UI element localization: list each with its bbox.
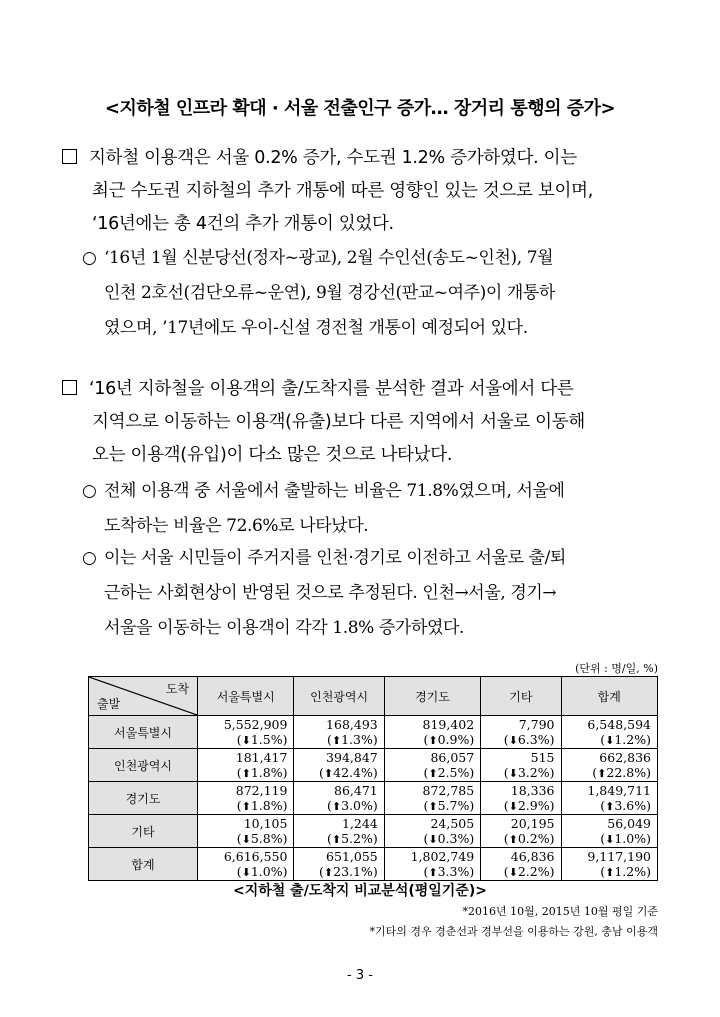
cell-value: 662,836 — [599, 749, 651, 765]
table-row — [89, 848, 658, 881]
table-cell — [294, 815, 384, 848]
table-cell — [481, 782, 561, 815]
table-cell — [561, 782, 658, 815]
cell-value: 86,057 — [430, 749, 475, 765]
column-header: 경기도 — [384, 677, 480, 716]
cell-change: (⬇0.3%) — [423, 830, 475, 846]
cell-percent: 0.2% — [517, 830, 550, 846]
corner-from-label: 출발 — [97, 697, 121, 711]
arrow-up-icon: ⬆ — [323, 865, 334, 879]
arrow-up-icon: ⬆ — [241, 799, 251, 813]
cell-value: 168,493 — [326, 716, 378, 732]
table-row — [89, 815, 658, 848]
paragraph-1-line-2: 최근 수도권 지하철의 추가 개통에 따른 영향인 있는 것으로 보이며, — [92, 181, 593, 201]
table-footnote-1: *2016년 10월, 2015년 10월 평일 기준 — [462, 905, 658, 918]
arrow-down-icon: ⬇ — [428, 832, 438, 846]
table-cell — [384, 782, 480, 815]
sub-bullet-3-line-1: 이는 서울 시민들이 주거지를 인천·경기로 이전하고 서울로 출/퇴 — [104, 548, 566, 568]
corner-to-label: 도착 — [165, 682, 189, 696]
cell-change: (⬆3.3%) — [423, 863, 475, 879]
cell-value: 6,616,550 — [223, 848, 288, 864]
row-header: 인천광역시 — [89, 749, 198, 782]
table-cell — [198, 782, 294, 815]
arrow-down-icon: ⬇ — [605, 733, 615, 747]
cell-value: 394,847 — [326, 749, 378, 765]
cell-value: 1,849,711 — [587, 782, 651, 798]
paragraph-1-line-1: 지하철 이용객은 서울 0.2% 증가, 수도권 1.2% 증가하였다. 이는 — [89, 148, 577, 168]
cell-value: 819,402 — [422, 716, 475, 732]
cell-percent: 23.1% — [333, 863, 373, 879]
page-number: - 3 - — [347, 968, 373, 983]
cell-value: 56,049 — [607, 815, 651, 831]
table-cell — [561, 716, 658, 749]
cell-change: (⬇1.2%) — [600, 731, 651, 747]
arrow-up-icon: ⬆ — [428, 799, 438, 813]
cell-change: (⬆1.2%) — [600, 863, 651, 879]
cell-change: (⬆5.7%) — [423, 797, 475, 813]
table-cell — [481, 815, 561, 848]
cell-percent: 6.3% — [517, 731, 550, 747]
cell-percent: 0.3% — [437, 830, 470, 846]
sub-bullet-1-line-1: ‘16년 1월 신분당선(정자~광교), 2월 수인선(송도~인천), 7월 — [104, 248, 554, 268]
table-body — [89, 716, 658, 881]
cell-percent: 5.2% — [341, 830, 373, 846]
cell-value: 24,505 — [430, 815, 475, 831]
cell-percent: 1.5% — [250, 731, 283, 747]
cell-value: 9,117,190 — [587, 848, 651, 864]
table-cell — [481, 749, 561, 782]
cell-change: (⬆5.2%) — [326, 830, 378, 846]
table-cell — [384, 848, 480, 881]
circle-bullet-icon: ○ — [82, 248, 97, 268]
arrow-down-icon: ⬇ — [508, 733, 518, 747]
cell-change: (⬇6.3%) — [503, 731, 555, 747]
cell-change: (⬆0.9%) — [423, 731, 475, 747]
sub-bullet-2 — [82, 474, 662, 544]
table-cell — [561, 848, 658, 881]
paragraph-2-line-2: 지역으로 이동하는 이용객(유출)보다 다른 지역에서 서울로 이동해 — [92, 412, 585, 432]
paragraph-2-line-1: ‘16년 지하철을 이용객의 출/도착지를 분석한 결과 서울에서 다른 — [89, 379, 574, 399]
cell-change: (⬇5.8%) — [236, 830, 288, 846]
table-cell — [198, 848, 294, 881]
cell-percent: 2.9% — [517, 797, 550, 813]
table-cell — [481, 716, 561, 749]
cell-value: 10,105 — [243, 815, 288, 831]
cell-value: 6,548,594 — [587, 716, 651, 732]
table-footnote-2: *기타의 경우 경춘선과 경부선을 이용하는 강원, 충남 이용객 — [369, 925, 658, 938]
arrow-up-icon: ⬆ — [331, 832, 342, 846]
arrow-up-icon: ⬆ — [605, 799, 615, 813]
cell-change: (⬇1.0%) — [600, 830, 651, 846]
cell-value: 20,195 — [510, 815, 555, 831]
cell-change: (⬆0.2%) — [503, 830, 555, 846]
checkbox-square-icon — [62, 149, 77, 164]
column-header: 기타 — [481, 677, 561, 716]
cell-value: 515 — [530, 749, 555, 765]
cell-percent: 1.8% — [250, 797, 283, 813]
arrow-up-icon: ⬆ — [331, 799, 342, 813]
arrow-up-icon: ⬆ — [241, 766, 251, 780]
table-cell — [384, 815, 480, 848]
cell-percent: 1.2% — [614, 863, 647, 879]
table-cell — [294, 749, 384, 782]
cell-value: 46,836 — [510, 848, 555, 864]
cell-change: (⬇2.9%) — [503, 797, 555, 813]
cell-change: (⬆22.8%) — [592, 764, 651, 780]
cell-value: 86,471 — [334, 782, 378, 798]
cell-change: (⬆42.4%) — [319, 764, 378, 780]
table-caption: <지하철 출/도착지 비교분석(평일기준)> — [233, 883, 487, 899]
table-cell — [294, 848, 384, 881]
table-cell — [198, 716, 294, 749]
od-table — [88, 676, 658, 881]
checkbox-square-icon — [62, 380, 77, 395]
arrow-up-icon: ⬆ — [428, 766, 438, 780]
cell-value: 1,802,749 — [410, 848, 475, 864]
cell-percent: 1.0% — [614, 830, 647, 846]
cell-percent: 5.7% — [437, 797, 470, 813]
arrow-down-icon: ⬇ — [241, 865, 251, 879]
arrow-down-icon: ⬇ — [241, 733, 251, 747]
paragraph-2 — [62, 373, 662, 472]
arrow-up-icon: ⬆ — [428, 733, 438, 747]
cell-change: (⬇1.0%) — [236, 863, 288, 879]
table-cell — [294, 716, 384, 749]
cell-value: 872,785 — [422, 782, 475, 798]
column-header: 합계 — [561, 677, 658, 716]
cell-value: 872,119 — [235, 782, 288, 798]
table-cell — [294, 782, 384, 815]
arrow-up-icon: ⬆ — [597, 766, 607, 780]
column-header: 인천광역시 — [294, 677, 384, 716]
sub-bullet-1-line-3: 였으며, ’17년에도 우이-신설 경전철 개통이 예정되어 있다. — [104, 318, 528, 338]
sub-bullet-2-line-1: 전체 이용객 중 서울에서 출발하는 비율은 71.8%였으며, 서울에 — [104, 481, 565, 501]
sub-bullet-3-line-3: 서울을 이동하는 이용객이 각각 1.8% 증가하였다. — [104, 618, 465, 638]
cell-change: (⬆3.0%) — [326, 797, 378, 813]
cell-change: (⬆2.5%) — [423, 764, 475, 780]
sub-bullet-2-line-2: 도착하는 비율은 72.6%로 나타났다. — [104, 516, 369, 536]
arrow-down-icon: ⬇ — [241, 832, 251, 846]
table-cell — [561, 749, 658, 782]
table-cell — [198, 815, 294, 848]
paragraph-1 — [62, 142, 662, 241]
table-row — [89, 782, 658, 815]
table-cell — [481, 848, 561, 881]
table-row — [89, 716, 658, 749]
sub-bullet-3-line-2: 근하는 사회현상이 반영된 것으로 추정된다. 인천→서울, 경기→ — [104, 583, 557, 603]
cell-percent: 0.9% — [437, 731, 470, 747]
cell-percent: 3.6% — [614, 797, 647, 813]
table-cell — [384, 749, 480, 782]
sub-bullet-3 — [82, 541, 662, 646]
table-unit-note: (단위 : 명/일, %) — [575, 662, 658, 675]
cell-percent: 3.2% — [517, 764, 550, 780]
row-header: 기타 — [89, 815, 198, 848]
table-cell — [384, 716, 480, 749]
table-row — [89, 749, 658, 782]
row-header: 서울특별시 — [89, 716, 198, 749]
cell-percent: 1.2% — [614, 731, 647, 747]
cell-value: 7,790 — [518, 716, 555, 732]
cell-change: (⬆23.1%) — [319, 863, 378, 879]
sub-bullet-1 — [82, 241, 662, 346]
column-header: 서울특별시 — [198, 677, 294, 716]
circle-bullet-icon: ○ — [82, 548, 97, 568]
paragraph-2-line-3: 오는 이용객(유입)이 다소 많은 것으로 나타났다. — [92, 445, 453, 465]
cell-change: (⬇2.2%) — [503, 863, 555, 879]
cell-percent: 3.0% — [341, 797, 373, 813]
arrow-up-icon: ⬆ — [323, 766, 334, 780]
arrow-down-icon: ⬇ — [508, 799, 518, 813]
paragraph-1-line-3: ‘16년에는 총 4건의 추가 개통이 있었다. — [92, 214, 394, 234]
row-header: 합계 — [89, 848, 198, 881]
cell-percent: 1.8% — [250, 764, 283, 780]
cell-change: (⬇1.5%) — [236, 731, 288, 747]
cell-percent: 1.3% — [341, 731, 373, 747]
arrow-up-icon: ⬆ — [508, 832, 518, 846]
section-heading: <지하철 인프라 확대 · 서울 전출인구 증가… 장거리 통행의 증가> — [104, 98, 616, 119]
cell-percent: 1.0% — [250, 863, 283, 879]
cell-percent: 2.5% — [437, 764, 470, 780]
cell-value: 1,244 — [341, 815, 378, 831]
cell-change: (⬇3.2%) — [503, 764, 555, 780]
arrow-down-icon: ⬇ — [605, 832, 615, 846]
cell-value: 18,336 — [510, 782, 555, 798]
cell-percent: 5.8% — [250, 830, 283, 846]
cell-value: 181,417 — [235, 749, 288, 765]
cell-change: (⬆3.6%) — [600, 797, 651, 813]
table-cell — [561, 815, 658, 848]
circle-bullet-icon: ○ — [82, 481, 97, 501]
arrow-up-icon: ⬆ — [605, 865, 615, 879]
cell-value: 651,055 — [326, 848, 378, 864]
table-corner-header — [89, 677, 198, 716]
cell-percent: 22.8% — [606, 764, 647, 780]
cell-change: (⬆1.3%) — [326, 731, 378, 747]
arrow-up-icon: ⬆ — [331, 733, 342, 747]
cell-value: 5,552,909 — [223, 716, 288, 732]
cell-percent: 42.4% — [333, 764, 373, 780]
cell-change: (⬆1.8%) — [236, 764, 288, 780]
row-header: 경기도 — [89, 782, 198, 815]
cell-percent: 2.2% — [517, 863, 550, 879]
table-cell — [198, 749, 294, 782]
cell-change: (⬆1.8%) — [236, 797, 288, 813]
arrow-up-icon: ⬆ — [428, 865, 438, 879]
arrow-down-icon: ⬇ — [508, 865, 518, 879]
cell-percent: 3.3% — [437, 863, 470, 879]
arrow-down-icon: ⬇ — [508, 766, 518, 780]
sub-bullet-1-line-2: 인천 2호선(검단오류~운연), 9월 경강선(판교~여주)이 개통하 — [104, 283, 555, 303]
